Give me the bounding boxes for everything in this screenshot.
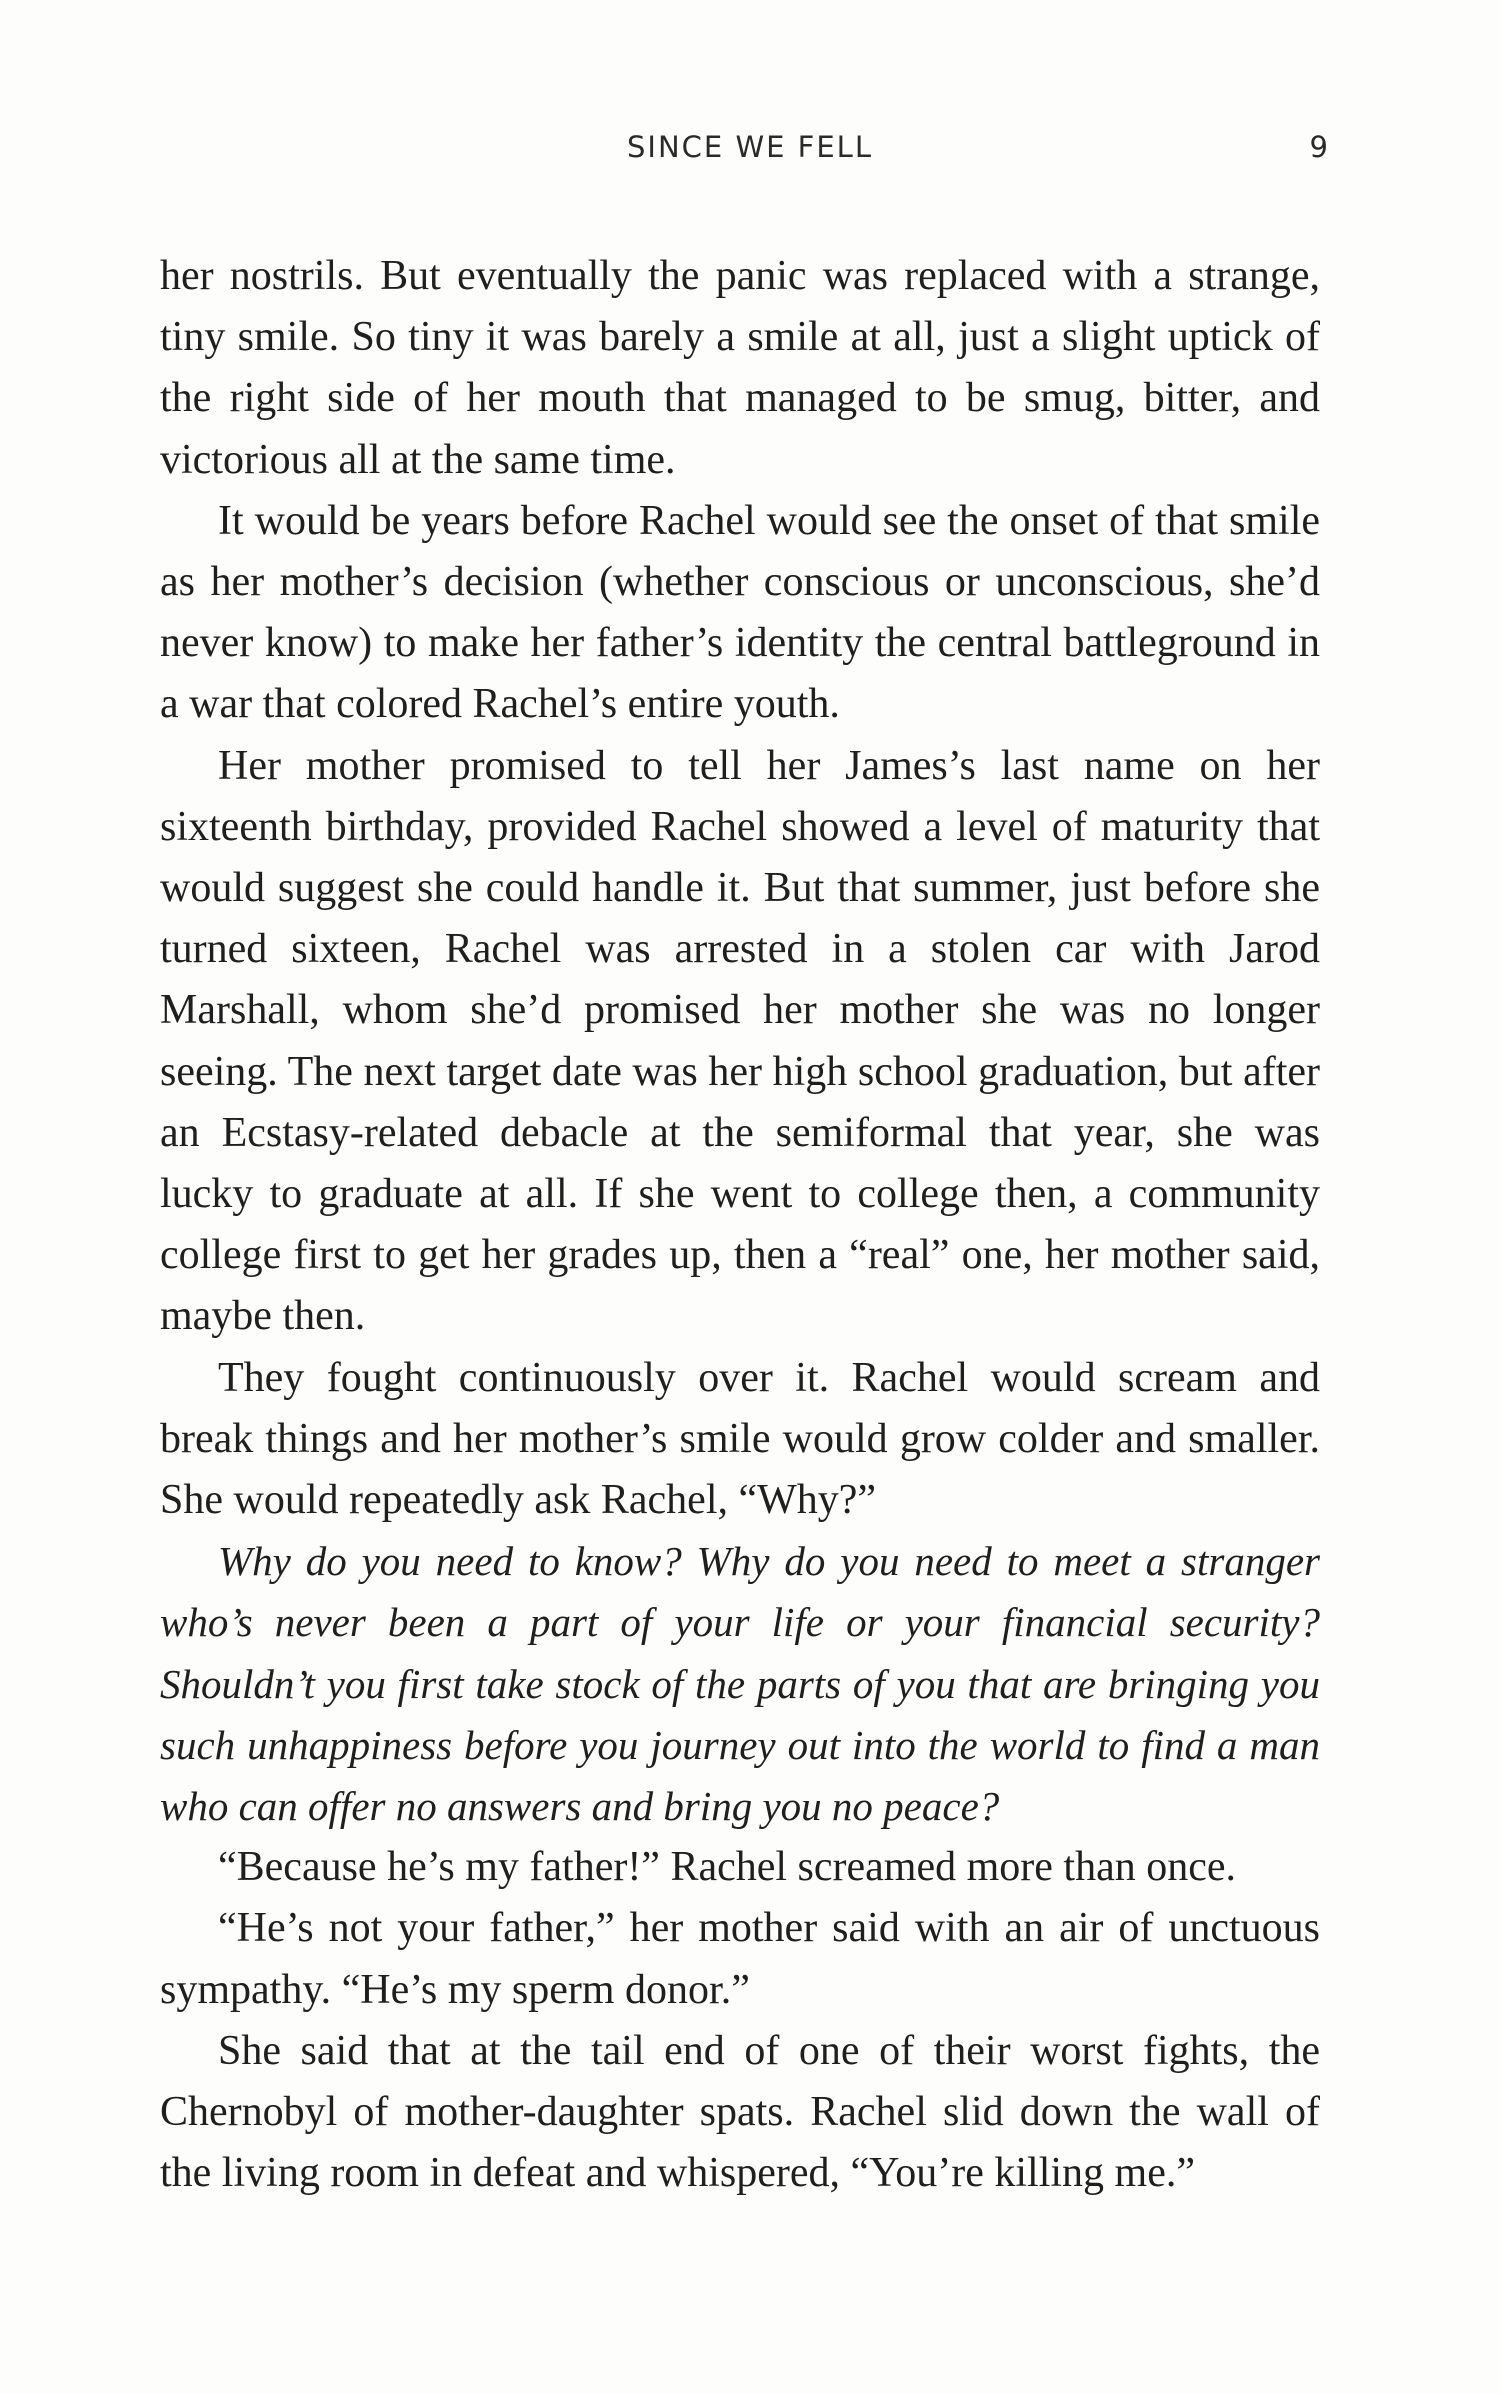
paragraph: “Because he’s my father!” Rachel screamed more than once. <box>218 1844 1237 1891</box>
paragraph: “He’s not your father,” her mother said with an air of unctuous sympathy. “He’s my sperm donor.” <box>160 1905 1320 2013</box>
paragraph: It would be years before Rachel would see the onset of that smile as her mother’s decision (whether conscious or unconscious, she’d never know) to make her father’s identity the central battleground in a war that colored Rachel’s entire youth. <box>160 497 1320 728</box>
paragraph: She said that at the tail end of one of their worst fights, the Chernobyl of mother-daughter spats. Rachel slid down the wall of the living room in defeat and whispered, “You’re killing me.” <box>160 2027 1320 2197</box>
paragraph: Her mother promised to tell her James’s last name on her sixteenth birthday, provided Rachel showed a level of maturity that would suggest she could handle it. But that summer, just before she turned sixteen, Rachel was arrested in a stolen car with Jarod Marshall, whom she’d promised her mother she was no longer seeing. The next target date was her high school graduation, but after an Ecstasy-related debacle at the semiformal that year, she was lucky to graduate at all. If she went to college then, a community college first to get her grades up, then a “real” one, her mother said, maybe then. <box>160 742 1320 1340</box>
italic-paragraph: Why do you need to know? Why do you need to meet a stranger who’s never been a part of your life or your financial security? Shouldn’t you first take stock of the parts of you that are bringing you such unhappiness before you journey out into the world to find a man who can offer no answers and bring you no peace? <box>160 1538 1320 1830</box>
paragraph-continuation: her nostrils. But eventually the panic was replaced with a strange, tiny smile. So tiny it was barely a smile at all, just a slight uptick of the right side of her mouth that managed to be smug, bitter, and victorious all at the same time. <box>160 253 1320 483</box>
running-title: SINCE WE FELL <box>627 130 873 164</box>
body-text <box>160 246 1320 2205</box>
page-number: 9 <box>1309 130 1328 164</box>
running-head <box>160 130 1340 180</box>
paragraph: They fought continuously over it. Rachel would scream and break things and her mother’s smile would grow colder and smaller. She would repeatedly ask Rachel, “Why?” <box>160 1354 1320 1524</box>
